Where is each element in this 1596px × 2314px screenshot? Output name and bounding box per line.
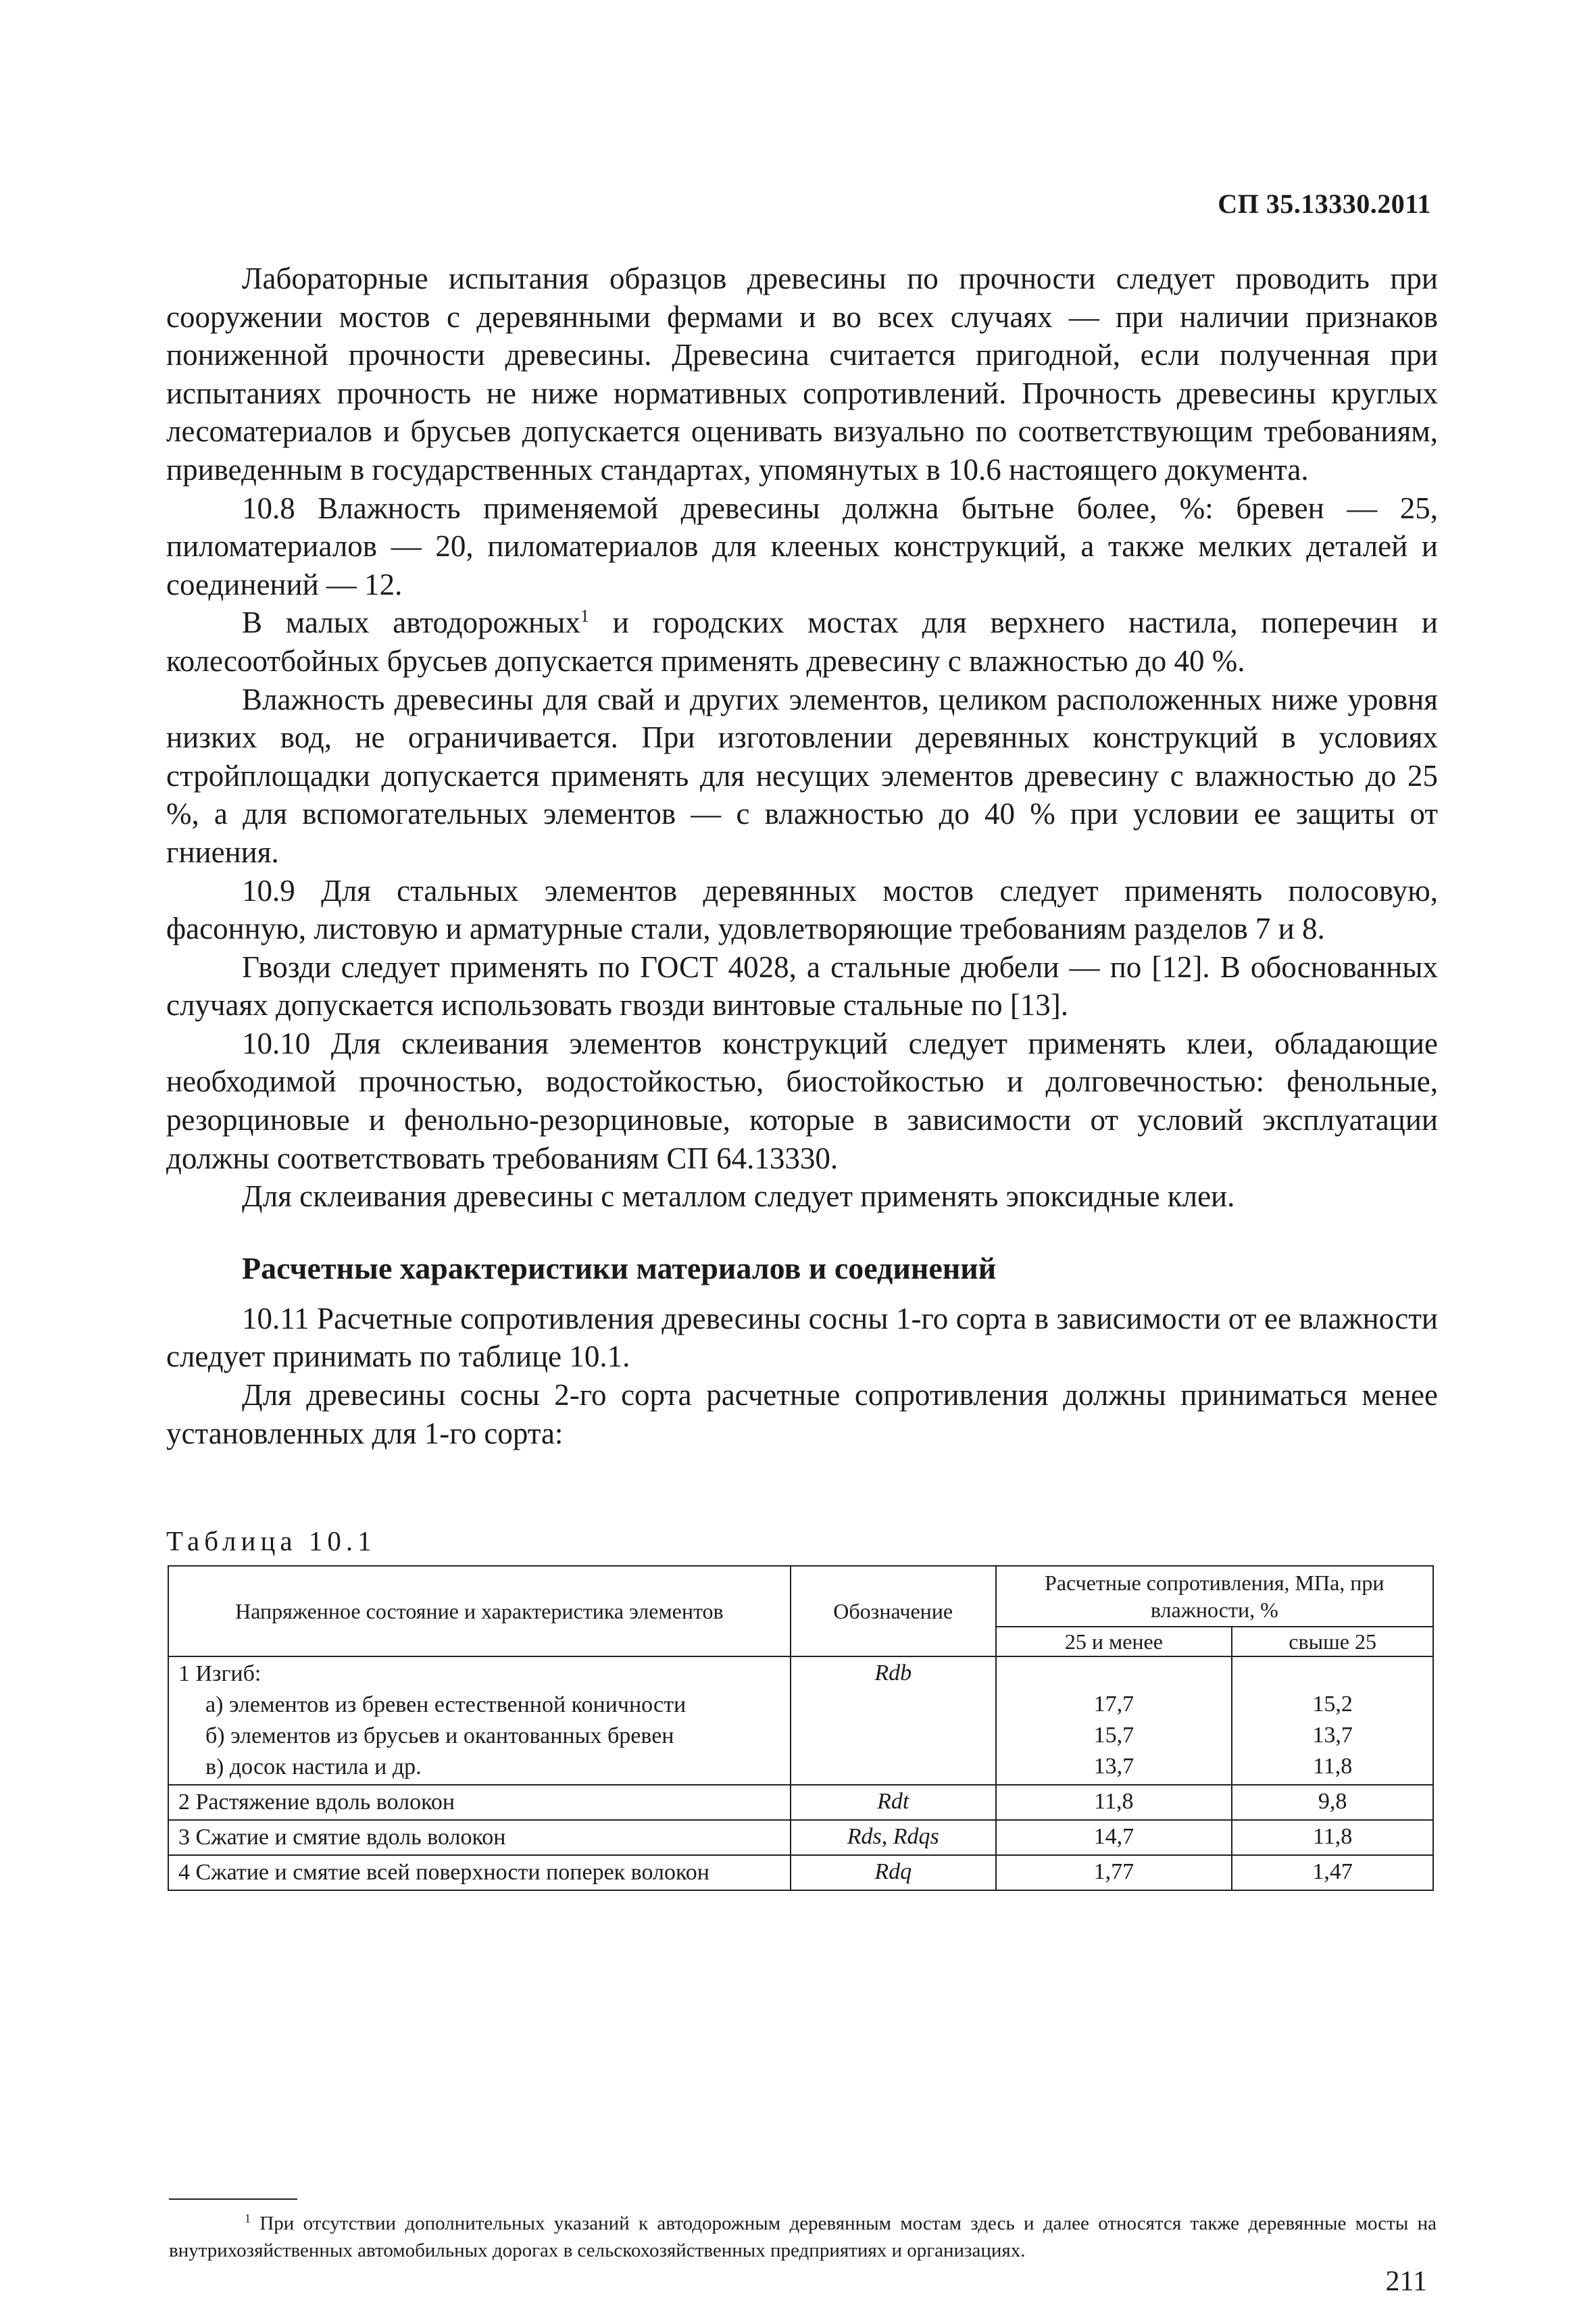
section-heading: Расчетные характеристики материалов и соединений xyxy=(242,1250,997,1285)
value: 13,7 xyxy=(1312,1723,1353,1748)
paragraph: 10.9 Для стальных элементов деревянных мостов следует применять полосовую, фасонную, листовую и арматурные стали, удовлетворяющие требованиям разделов 7 и 8. xyxy=(166,873,1438,946)
row-param xyxy=(168,1656,791,1785)
resistance-table xyxy=(168,1565,1434,1891)
symbol-value: Rdt xyxy=(877,1789,909,1814)
paragraph: Для древесины сосны 2-го сорта расчетные сопротивления должны приниматься менее установленных для 1-го сорта: xyxy=(166,1378,1438,1450)
row-symbol xyxy=(791,1855,996,1890)
value: 15,2 xyxy=(1312,1692,1353,1717)
footnote xyxy=(169,2210,1437,2264)
footnote-separator xyxy=(169,2198,297,2200)
value: 13,7 xyxy=(1093,1754,1134,1779)
row-param: 4 Сжатие и смятие всей поверхности поперек волокон xyxy=(168,1855,791,1890)
row-param-line: б) элементов из брусьев и окантованных бревен xyxy=(205,1723,674,1748)
header-humidity-low: 25 и менее xyxy=(996,1627,1232,1656)
document-code: СП 35.13330.2011 xyxy=(1218,189,1431,219)
paragraph xyxy=(166,604,1438,680)
row-param: 2 Растяжение вдоль волокон xyxy=(168,1785,791,1820)
value xyxy=(997,1658,1231,1689)
paragraph: Гвозди следует применять по ГОСТ 4028, а стальные дюбели — по [12]. В обоснованных случаях допускается использовать гвозди винтовые стальные по [13]. xyxy=(166,950,1438,1023)
body-text xyxy=(166,260,1438,1452)
paragraph-text: и городских мостах для верхнего настила, поперечин и колесоотбойных брусьев допускается применять древесину с влажностью до 40 %. xyxy=(166,606,1438,678)
table-row xyxy=(168,1855,1433,1890)
row-value-low xyxy=(996,1656,1232,1785)
footnote-reference: 1 xyxy=(580,606,589,626)
row-value-high: 11,8 xyxy=(1232,1820,1433,1855)
paragraph: Лабораторные испытания образцов древесины по прочности следует проводить при сооружении мостов с деревянными фермами и во всех случаях — при наличии признаков пониженной прочности древесины. Древесина считается пригодной, если полученная при испытаниях прочность не ниже нормативных сопротивлений. Прочность древесины круглых лесоматериалов и брусьев допускается оценивать визуально по соответствующим требованиям, приведенным в государственных стандартах, упомянутых в 10.6 настоящего документа. xyxy=(166,262,1438,487)
table-caption: Таблица 10.1 xyxy=(166,1525,376,1556)
row-value-high xyxy=(1232,1656,1433,1785)
row-param: 3 Сжатие и смятие вдоль волокон xyxy=(168,1820,791,1855)
symbol-value: Rdb xyxy=(874,1660,912,1685)
paragraph: 10.11 Расчетные сопротивления древесины сосны 1-го сорта в зависимости от ее влажности следует принимать по таблице 10.1. xyxy=(166,1301,1438,1374)
row-symbol xyxy=(791,1820,996,1855)
value: 17,7 xyxy=(1093,1692,1134,1717)
row-value-low: 11,8 xyxy=(996,1785,1232,1820)
paragraph: Влажность древесины для свай и других элементов, целиком расположенных ниже уровня низких вод, не ограничивается. При изготовлении деревянных конструкций в условиях стройплощадки допускается применять для несущих элементов древесину с влажностью до 25 %, а для вспомогательных элементов — с влажностью до 40 % при условии ее защиты от гниения. xyxy=(166,682,1438,869)
symbol-value: Rds, Rdqs xyxy=(847,1824,939,1849)
paragraph: 10.8 Влажность применяемой древесины должна бытьне более, %: бревен — 25, пиломатериалов — 20, пиломатериалов для клееных конструкций, а также мелких деталей и соединений — 12. xyxy=(166,491,1438,601)
row-symbol xyxy=(791,1656,996,1785)
footnote-mark: 1 xyxy=(245,2211,251,2225)
value: 11,8 xyxy=(1312,1754,1353,1779)
table-row xyxy=(168,1656,1433,1785)
row-value-low: 14,7 xyxy=(996,1820,1232,1855)
row-param-line: а) элементов из бревен естественной коничности xyxy=(205,1692,687,1717)
paragraph: 10.10 Для склеивания элементов конструкций следует применять клеи, обладающие необходимой прочностью, водостойкостью, биостойкостью и долговечностью: фенольные, резорциновые и фенольно-резорциновые, которые в зависимости от условий эксплуатации должны соответствовать требованиям СП 64.13330. xyxy=(166,1026,1438,1175)
row-param-line: 1 Изгиб: xyxy=(178,1661,261,1686)
header-state: Напряженное состояние и характеристика элементов xyxy=(168,1566,791,1656)
row-param-line: в) досок настила и др. xyxy=(205,1754,422,1779)
row-value-low: 1,77 xyxy=(996,1855,1232,1890)
header-humidity-high: свыше 25 xyxy=(1232,1627,1433,1656)
value: 15,7 xyxy=(1093,1723,1134,1748)
header-resistance: Расчетные сопротивления, МПа, при влажности, % xyxy=(996,1566,1433,1627)
symbol-value: Rdq xyxy=(874,1859,912,1884)
paragraph: Для склеивания древесины с металлом следует применять эпоксидные клеи. xyxy=(242,1179,1235,1214)
value xyxy=(1233,1658,1432,1689)
page-number: 211 xyxy=(1385,2266,1427,2297)
row-value-high: 9,8 xyxy=(1232,1785,1433,1820)
table-row xyxy=(168,1785,1433,1820)
header-symbol: Обозначение xyxy=(791,1566,996,1656)
footnote-text: При отсутствии дополнительных указаний к автодорожным деревянным мостам здесь и далее относятся также деревянные мосты на внутрихозяйственных автомобильных дорогах в сельскохозяйственных предприятиях и организациях. xyxy=(169,2213,1437,2261)
row-symbol xyxy=(791,1785,996,1820)
paragraph-text: В малых автодорожных xyxy=(242,606,580,640)
table-row xyxy=(168,1820,1433,1855)
row-value-high: 1,47 xyxy=(1232,1855,1433,1890)
